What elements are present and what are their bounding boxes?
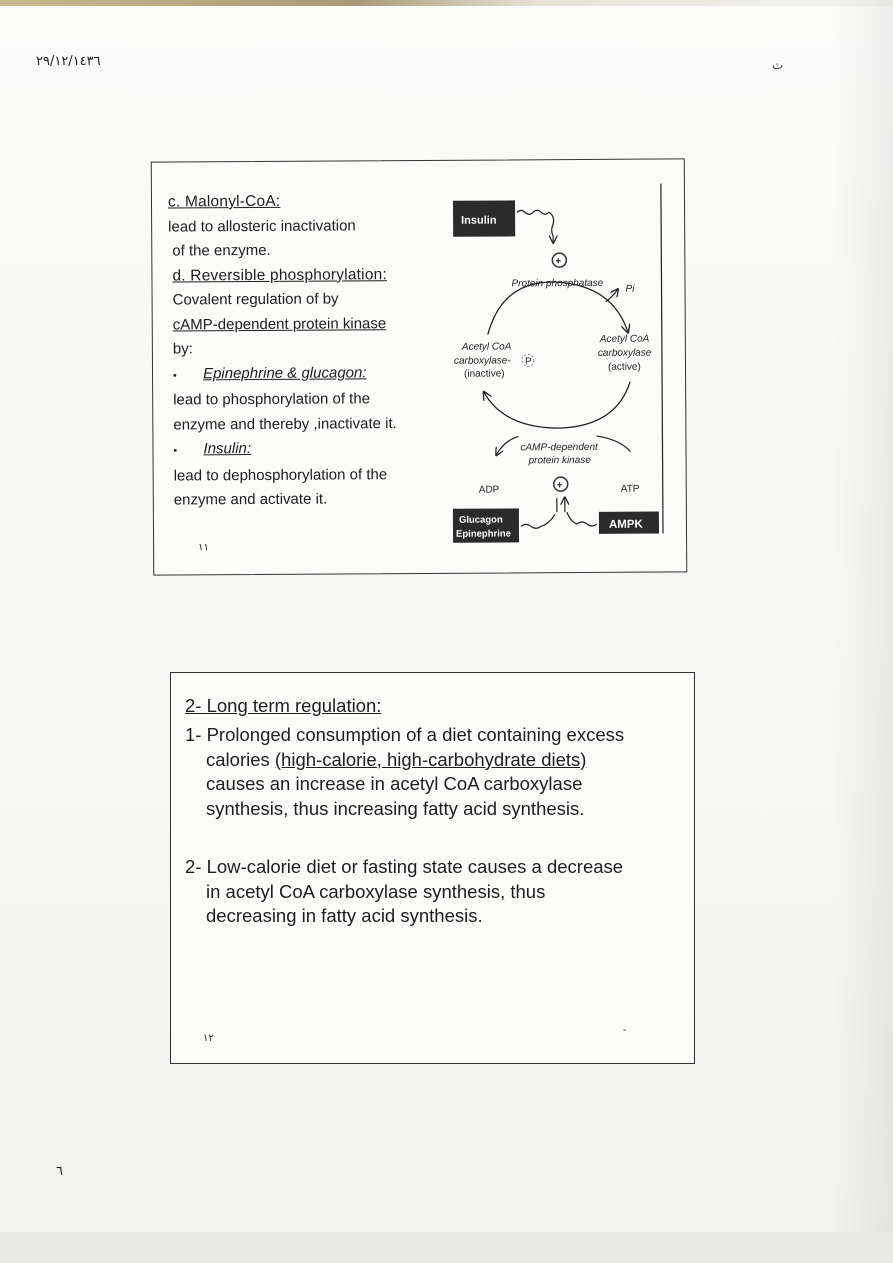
text-line: lead to dephosphorylation of the [173, 465, 388, 485]
bullet-icon: ▪ [173, 369, 177, 382]
inactive-acc-line1: Acetyl CoA [461, 341, 512, 353]
active-acc-line3: (active) [607, 361, 641, 373]
plus-sign: + [556, 480, 563, 492]
slide-two-title: 2- Long term regulation: [185, 695, 382, 716]
inactive-acc-line2: carboxylase- [453, 355, 511, 367]
protein-phosphatase-label: Protein phosphatase [511, 277, 604, 290]
heading-malonyl-coa: c. Malonyl-CoA: [167, 192, 281, 211]
epinephrine-label: Epinephrine [455, 528, 511, 540]
pi-release-arrow [606, 290, 618, 302]
slide-two-body [185, 723, 685, 963]
pi-label: Pi [625, 283, 635, 295]
text-line: by: [172, 340, 193, 358]
active-acc-line2: carboxylase [597, 347, 652, 359]
text-line: Covalent regulation of by [172, 290, 339, 309]
text-line: synthesis, thus increasing fatty acid synthesis. [206, 797, 585, 819]
diagram-border-line [661, 184, 663, 534]
text-line: lead to allosteric inactivation [168, 216, 356, 236]
bullet-title: Insulin: [203, 440, 252, 458]
text-line: enzyme and thereby ,inactivate it. [173, 414, 397, 434]
diagram-svg [447, 173, 669, 544]
acc-regulation-diagram [447, 173, 669, 544]
date-stamp: ٢٩/١٢/١٤٣٦ [36, 54, 101, 69]
slide-short-term-regulation [151, 158, 688, 575]
text-span: calories [206, 748, 275, 770]
ampk-label: AMPK [608, 518, 643, 531]
slide-number: ١١ [198, 542, 209, 554]
text-line: 1- Prolonged consumption of a diet containing excess [185, 724, 625, 745]
slide-long-term-regulation [170, 672, 695, 1064]
plus-sign: + [555, 256, 562, 268]
page-number: ٦ [56, 1164, 63, 1179]
text-line: decreasing in fatty acid synthesis. [206, 905, 483, 926]
heading-reversible-phosphorylation: d. Reversible phosphorylation: [172, 265, 388, 285]
atp-entry-arc [596, 436, 630, 452]
bullet-title: Epinephrine & glucagon: [202, 363, 367, 382]
text-line: of the enzyme. [172, 241, 271, 260]
text-line: 2- Low-calorie diet or fasting state causes a decrease [185, 856, 624, 877]
glucagon-signal-line [521, 514, 555, 528]
bullet-item [169, 436, 447, 464]
page-right-shadow [833, 0, 893, 1263]
dephosphorylation-arc [487, 282, 627, 335]
slide-one-text [168, 189, 448, 513]
text-line: causes an increase in acetyl CoA carboxylase [206, 773, 583, 794]
adp-label: ADP [478, 484, 500, 496]
phosphorylation-arc [484, 382, 630, 429]
text-line: enzyme and activate it. [173, 490, 328, 509]
adp-exit-arc [496, 436, 518, 454]
phosphate-label: P [524, 356, 532, 368]
ampk-signal-line [567, 512, 597, 526]
text-line [185, 748, 685, 773]
underlined-text: (high-calorie, high-carbohydrate diets) [274, 748, 587, 770]
list-item [185, 723, 685, 821]
bullet-item [169, 360, 447, 388]
glucagon-label: Glucagon [458, 514, 503, 526]
slide-mark: - [623, 1025, 627, 1036]
text-line: cAMP-dependent protein kinase [172, 314, 387, 334]
text-line: in acetyl CoA carboxylase synthesis, thus [206, 880, 546, 902]
list-item [185, 855, 685, 929]
bullet-icon: ▪ [173, 445, 178, 457]
text-line: lead to phosphorylation of the [173, 390, 371, 409]
kinase-label-line1: cAMP-dependent [520, 441, 598, 454]
inactive-acc-line3: (inactive) [464, 368, 505, 380]
slide-number: ١٢ [203, 1033, 214, 1044]
kinase-label-line2: protein kinase [528, 454, 591, 467]
insulin-arrow [517, 210, 554, 242]
atp-label: ATP [620, 483, 640, 495]
page-bottom-edge [0, 1232, 893, 1263]
page-top-edge [0, 0, 893, 6]
active-acc-line1: Acetyl CoA [599, 333, 650, 345]
corner-mark: ٽ [772, 58, 784, 72]
insulin-label: Insulin [461, 214, 497, 227]
activation-arrows [557, 498, 565, 512]
